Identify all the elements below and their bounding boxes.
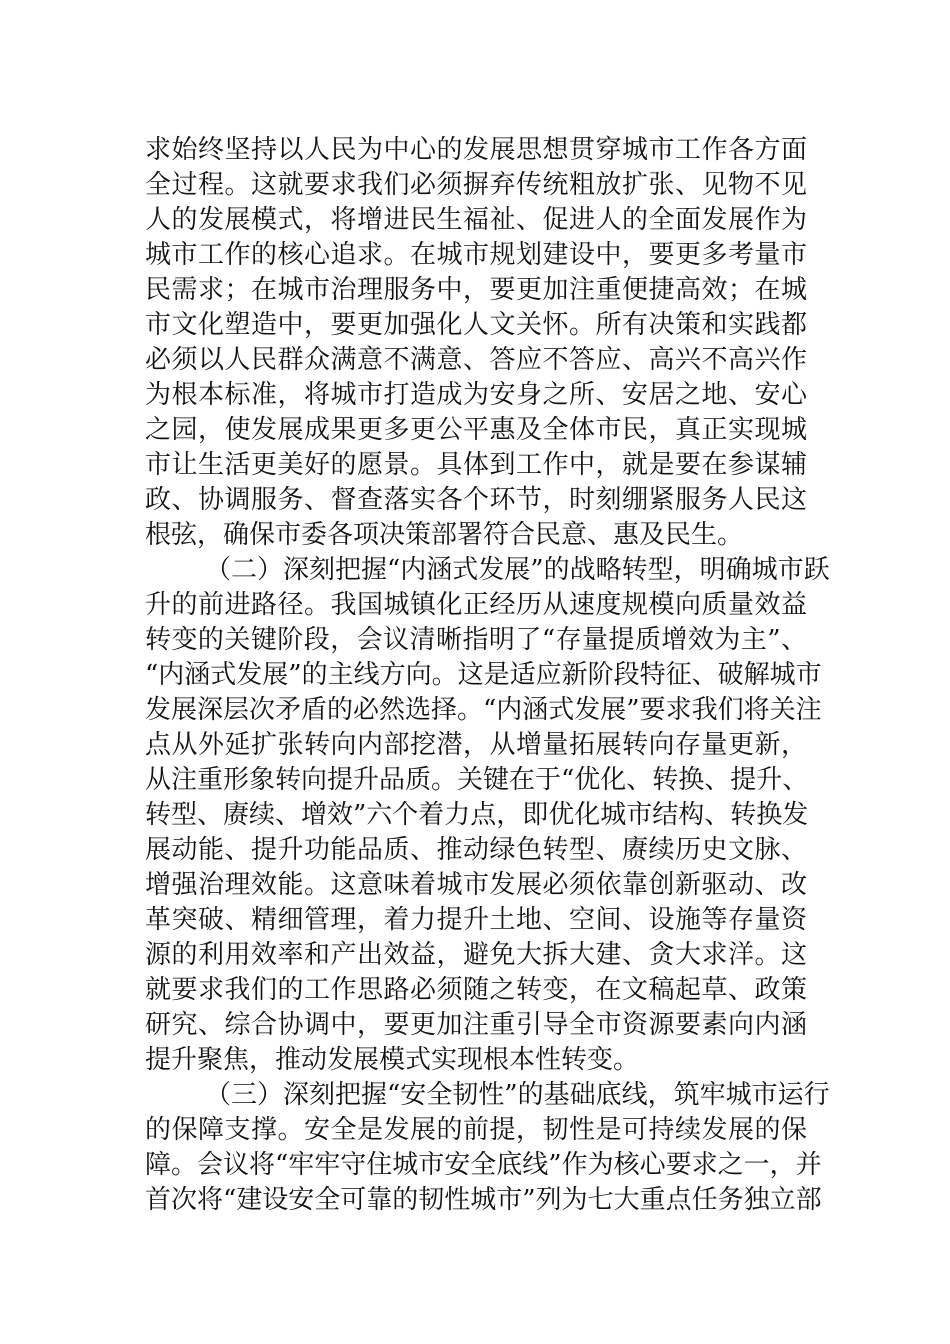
text-line: 展动能、提升功能品质、推动绿色转型、赓续历史文脉、 — [145, 835, 807, 865]
text-line: 的保障支撑。安全是发展的前提，韧性是可持续发展的保 — [145, 1115, 807, 1145]
text-line: 为根本标准，将城市打造成为安身之所、安居之地、安心 — [145, 380, 807, 410]
text-line: 点从外延扩张转向内部挖潜，从增量拓展转向存量更新， — [145, 730, 807, 760]
text-line: 从注重形象转向提升品质。关键在于“优化、转换、提升、 — [145, 765, 809, 795]
text-line: 人的发展模式，将增进民生福祉、促进人的全面发展作为 — [145, 205, 807, 235]
text-line: 民需求；在城市治理服务中，要更加注重便捷高效；在城 — [145, 275, 807, 305]
text-line: 障。会议将“牢牢守住城市安全底线”作为核心要求之一，并 — [145, 1150, 822, 1180]
text-line: 转变的关键阶段，会议清晰指明了“存量提质增效为主”、 — [145, 625, 807, 655]
text-line: 根弦，确保市委各项决策部署符合民意、惠及民生。 — [145, 520, 744, 550]
text-line: 求始终坚持以人民为中心的发展思想贯穿城市工作各方面 — [145, 135, 807, 165]
text-line: 升的前进路径。我国城镇化正经历从速度规模向质量效益 — [145, 590, 807, 620]
text-line: 增强治理效能。这意味着城市发展必须依靠创新驱动、改 — [145, 870, 807, 900]
body-text — [145, 133, 830, 1218]
text-line: 源的利用效率和产出效益，避免大拆大建、贪大求洋。这 — [145, 940, 807, 970]
text-line: 市文化塑造中，要更加强化人文关怀。所有决策和实践都 — [145, 310, 807, 340]
text-line: 发展深层次矛盾的必然选择。“内涵式发展”要求我们将关注 — [145, 695, 822, 725]
text-line: 全过程。这就要求我们必须摒弃传统粗放扩张、见物不见 — [145, 170, 807, 200]
text-line: 就要求我们的工作思路必须随之转变，在文稿起草、政策 — [145, 975, 807, 1005]
text-line: 之园，使发展成果更多更公平惠及全体市民，真正实现城 — [145, 415, 807, 445]
text-line: 首次将“建设安全可靠的韧性城市”列为七大重点任务独立部 — [145, 1185, 822, 1215]
text-line: 转型、赓续、增效”六个着力点，即优化城市结构、转换发 — [145, 800, 809, 830]
paragraph-heading-line: （三）深刻把握“安全韧性”的基础底线，筑牢城市运行 — [205, 1080, 830, 1110]
text-line: 研究、综合协调中，要更加注重引导全市资源要素向内涵 — [145, 1010, 807, 1040]
paragraph-heading-line: （二）深刻把握“内涵式发展”的战略转型，明确城市跃 — [205, 555, 830, 585]
text-line: 城市工作的核心追求。在城市规划建设中，要更多考量市 — [145, 240, 807, 270]
text-line: 提升聚焦，推动发展模式实现根本性转变。 — [145, 1045, 640, 1075]
text-line: 政、协调服务、督查落实各个环节，时刻绷紧服务人民这 — [145, 485, 807, 515]
text-line: 革突破、精细管理，着力提升土地、空间、设施等存量资 — [145, 905, 807, 935]
text-line: 必须以人民群众满意不满意、答应不答应、高兴不高兴作 — [145, 345, 807, 375]
text-line: 市让生活更美好的愿景。具体到工作中，就是要在参谋辅 — [145, 450, 807, 480]
text-line: “内涵式发展”的主线方向。这是适应新阶段特征、破解城市 — [145, 660, 822, 690]
